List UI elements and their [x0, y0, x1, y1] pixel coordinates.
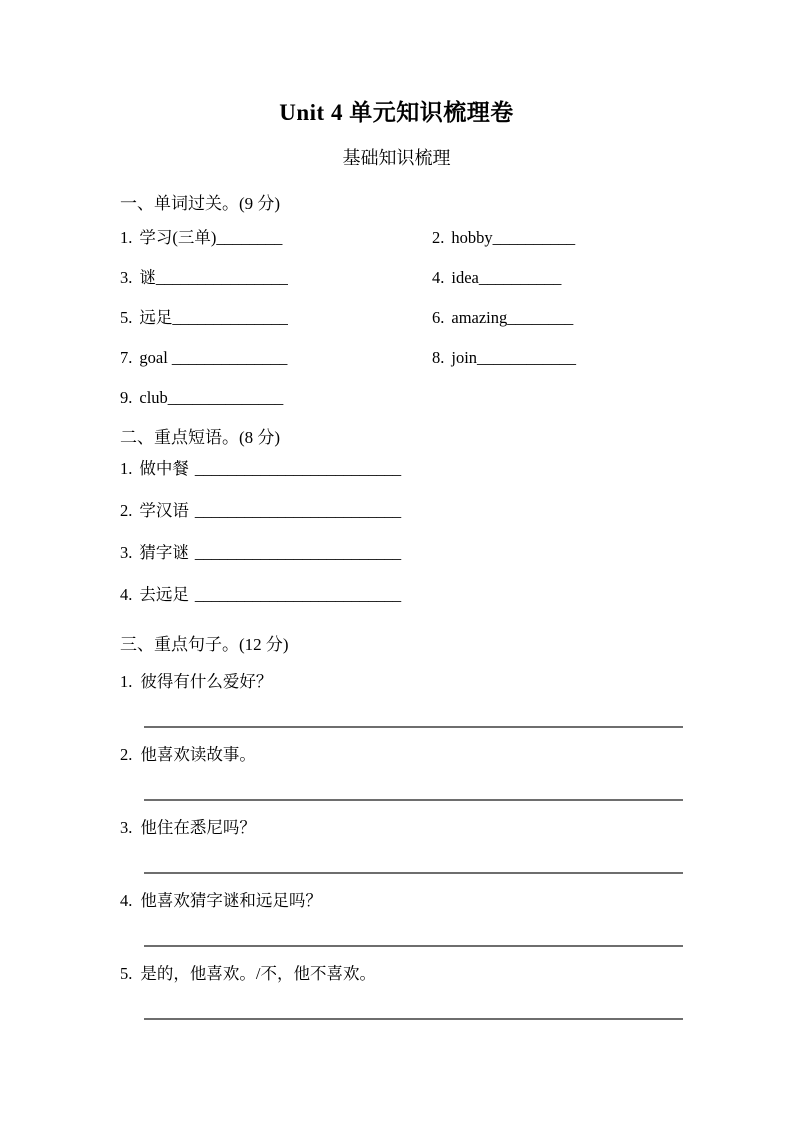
section-words-heading: 一、单词过关。(9 分) [120, 194, 281, 213]
phrase-list [120, 448, 683, 616]
answer-line [144, 945, 683, 947]
item-number: 4. [120, 891, 133, 910]
sentence-item [120, 745, 683, 801]
question-text: 彼得有什么爱好？ [140, 672, 273, 691]
item-number: 3. [120, 268, 133, 287]
answer-line [144, 799, 683, 801]
sentence-item [120, 891, 683, 947]
answer-blank: ________________ [155, 268, 288, 287]
item-number: 4. [120, 585, 133, 604]
sentence-question [120, 745, 683, 765]
word-item [432, 218, 683, 258]
word-label: 学习(三单) [139, 228, 217, 247]
phrase-label: 做中餐 [139, 459, 189, 478]
page-subtitle: 基础知识梳理 [342, 148, 451, 168]
sentence-question [120, 818, 683, 838]
answer-line [144, 726, 683, 728]
item-number: 6. [432, 308, 445, 327]
question-text: 是的，他喜欢。/不，他不喜欢。 [140, 964, 376, 983]
word-label: 远足 [139, 308, 173, 327]
word-item [432, 298, 683, 338]
item-number: 1. [120, 228, 133, 247]
question-text: 他住在悉尼吗？ [140, 818, 256, 837]
answer-blank: _________________________ [194, 459, 402, 478]
word-label: 谜 [139, 268, 156, 287]
word-item [120, 258, 432, 298]
sentence-item [120, 672, 683, 728]
section-sentences-heading: 三、重点句子。(12 分) [120, 635, 289, 654]
word-label: idea [451, 268, 479, 287]
answer-blank: _________________________ [194, 585, 402, 604]
answer-blank: ______________ [172, 308, 288, 327]
phrase-label: 去远足 [139, 585, 189, 604]
answer-blank: ________ [507, 308, 574, 327]
item-number: 7. [120, 348, 133, 367]
phrase-item [120, 532, 683, 574]
word-label: club [139, 388, 168, 407]
phrase-item [120, 574, 683, 616]
item-number: 3. [120, 543, 133, 562]
word-label: goal [139, 348, 168, 367]
item-number: 3. [120, 818, 133, 837]
sentence-item [120, 818, 683, 874]
word-label: hobby [451, 228, 493, 247]
word-item [120, 218, 432, 258]
sentence-list [120, 672, 683, 1020]
question-text: 他喜欢猜字谜和远足吗？ [140, 891, 322, 910]
phrase-item [120, 490, 683, 532]
item-number: 9. [120, 388, 133, 407]
item-number: 2. [120, 745, 133, 764]
sentence-item [120, 964, 683, 1020]
item-number: 4. [432, 268, 445, 287]
word-item [120, 298, 432, 338]
item-number: 1. [120, 459, 133, 478]
sentence-question [120, 891, 683, 911]
item-number: 1. [120, 672, 133, 691]
worksheet-content [0, 194, 793, 1020]
word-item [120, 378, 432, 418]
answer-blank: ______________ [167, 388, 284, 407]
item-number: 5. [120, 308, 133, 327]
sentence-question [120, 672, 683, 692]
word-item [432, 258, 683, 298]
word-label: amazing [451, 308, 508, 327]
word-list [120, 218, 683, 418]
answer-blank: __________ [478, 268, 562, 287]
answer-blank: _________________________ [194, 501, 402, 520]
answer-line [144, 872, 683, 874]
word-item [432, 338, 683, 378]
phrase-item [120, 448, 683, 490]
answer-blank: ____________ [477, 348, 577, 367]
phrase-label: 学汉语 [139, 501, 189, 520]
word-label: join [451, 348, 478, 367]
answer-line [144, 1018, 683, 1020]
item-number: 2. [120, 501, 133, 520]
sentence-question [120, 964, 683, 984]
item-number: 2. [432, 228, 445, 247]
phrase-label: 猜字谜 [139, 543, 189, 562]
page-title: Unit 4 单元知识梳理卷 [279, 100, 514, 125]
answer-blank: ______________ [167, 348, 288, 367]
question-text: 他喜欢读故事。 [140, 745, 256, 764]
item-number: 8. [432, 348, 445, 367]
answer-blank: __________ [492, 228, 576, 247]
worksheet-header [0, 0, 793, 170]
section-phrases-heading: 二、重点短语。(8 分) [120, 428, 281, 447]
item-number: 5. [120, 964, 133, 983]
answer-blank: ________ [216, 228, 283, 247]
word-item [120, 338, 432, 378]
answer-blank: _________________________ [194, 543, 402, 562]
